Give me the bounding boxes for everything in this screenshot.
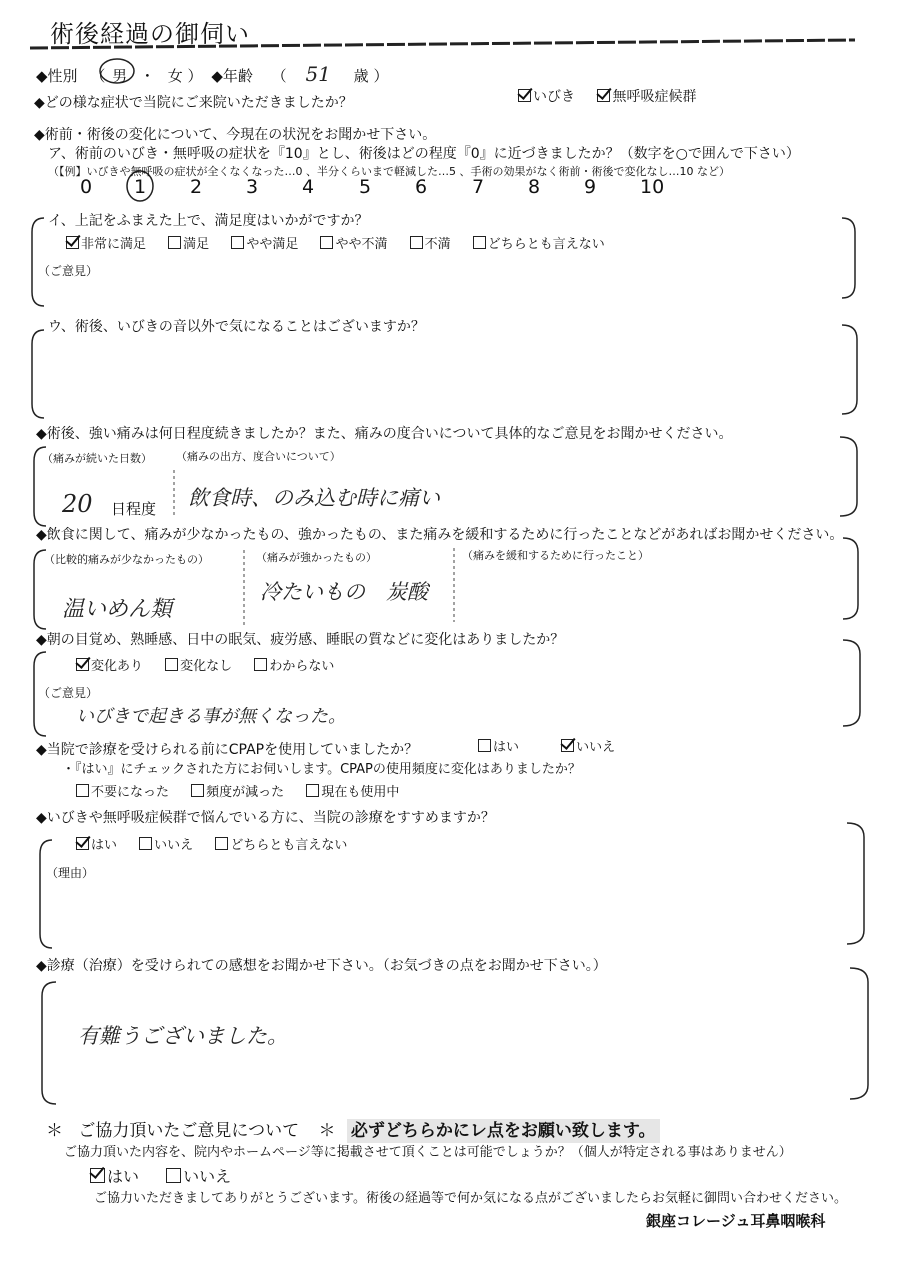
checkbox-icon[interactable] bbox=[168, 236, 181, 249]
checkbox-icon[interactable] bbox=[66, 236, 79, 249]
checkbox-icon[interactable] bbox=[76, 784, 89, 797]
q-other-concern-question: ウ、術後、いびきの音以外で気になることはございますか？ bbox=[48, 319, 425, 335]
satisfaction-option[interactable]: やや不満 bbox=[320, 237, 387, 252]
q-change-heading: ◆術前・術後の変化について、今現在の状況をお聞かせ下さい。 bbox=[34, 127, 437, 143]
checkbox-icon[interactable] bbox=[139, 837, 152, 850]
checkbox-icon[interactable] bbox=[597, 89, 610, 102]
recommend-option[interactable]: どちらとも言えない bbox=[215, 838, 347, 853]
asterisk-icon: ＊ bbox=[46, 1121, 63, 1141]
consent-required-note: 必ずどちらかにレ点をお願い致します。 bbox=[347, 1119, 660, 1143]
consent-option-yes[interactable]: はい bbox=[90, 1167, 139, 1186]
cpap-followup: ・『はい』にチェックされた方にお伺いします。CPAPの使用頻度に変化はありましたか？ bbox=[62, 762, 581, 777]
scale-option[interactable]: 1 bbox=[134, 176, 147, 198]
checkbox-icon[interactable] bbox=[231, 236, 244, 249]
cpap-follow-option[interactable]: 現在も使用中 bbox=[306, 785, 399, 800]
checkbox-icon[interactable] bbox=[76, 658, 89, 671]
food-strong-label: （痛みが強かったもの） bbox=[256, 551, 377, 564]
consent-option-no[interactable]: いいえ bbox=[166, 1167, 231, 1186]
q-satisfaction-question: イ、上記をふまえた上で、満足度はいかがですか？ bbox=[48, 213, 369, 229]
consent-heading: ご協力頂いたご意見について bbox=[78, 1121, 300, 1141]
q-change-sub: ア、術前のいびき・無呼吸の症状を『10』とし、術後はどの程度『0』に近づきましたか？（数字を○で囲んで下さい） bbox=[48, 146, 800, 162]
gender-close: ） bbox=[187, 67, 203, 85]
consent-heading-row bbox=[46, 1116, 660, 1141]
age-unit: 歳 bbox=[353, 67, 369, 85]
consent-question: ご協力頂いた内容を、院内やホームページ等に掲載させて頂くことは可能でしょうか？（個人が特定される事はありません） bbox=[64, 1145, 792, 1160]
q-recommend-question: ◆いびきや無呼吸症候群で悩んでいる方に、当院の診療をすすめますか？ bbox=[36, 810, 495, 826]
scale-option[interactable]: 6 bbox=[415, 176, 428, 198]
page-title: 術後経過の御伺い bbox=[50, 20, 250, 48]
checkbox-icon[interactable] bbox=[306, 784, 319, 797]
impression-answer[interactable]: 有難うございました。 bbox=[78, 1024, 288, 1048]
age-close: ） bbox=[373, 67, 389, 85]
scale-option[interactable]: 8 bbox=[528, 176, 541, 198]
checkbox-icon[interactable] bbox=[191, 784, 204, 797]
cpap-follow-options bbox=[76, 781, 417, 800]
checkbox-icon[interactable] bbox=[90, 1168, 105, 1183]
clinic-name: 銀座コレージュ耳鼻咽喉科 bbox=[646, 1212, 826, 1230]
satisfaction-option[interactable]: どちらとも言えない bbox=[473, 237, 605, 252]
scale-option[interactable]: 4 bbox=[302, 176, 315, 198]
q-recommend-options bbox=[76, 834, 365, 853]
age-value[interactable]: 51 bbox=[305, 62, 331, 86]
cpap-option-yes[interactable]: はい bbox=[478, 740, 519, 755]
pain-degree-label: （痛みの出方、度合いについて） bbox=[176, 450, 341, 463]
pain-days-value[interactable]: 20 bbox=[62, 490, 93, 518]
recommend-reason-label: （理由） bbox=[46, 866, 95, 880]
q-cpap-options bbox=[478, 736, 633, 755]
age-open: （ bbox=[271, 67, 287, 85]
q-food-question: ◆飲食に関して、痛みが少なかったもの、強かったもの、また痛みを緩和するために行ったことなどがあればお聞かせください。 bbox=[36, 527, 844, 543]
morning-comment[interactable]: いびきで起きる事が無くなった。 bbox=[76, 706, 346, 727]
recommend-option[interactable]: いいえ bbox=[139, 838, 193, 853]
checkbox-icon[interactable] bbox=[518, 89, 531, 102]
pain-days-unit: 日程度 bbox=[111, 500, 157, 518]
morning-option[interactable]: 変化なし bbox=[165, 659, 232, 674]
scale-option[interactable]: 5 bbox=[359, 176, 372, 198]
satisfaction-comment-label: （ご意見） bbox=[38, 264, 99, 278]
food-less-value[interactable]: 温いめん類 bbox=[62, 597, 173, 622]
checkbox-icon[interactable] bbox=[166, 1168, 181, 1183]
gender-option-female[interactable]: 女 bbox=[167, 67, 183, 85]
symptom-option-apnea[interactable]: 無呼吸症候群 bbox=[597, 89, 696, 105]
scale-option[interactable]: 2 bbox=[190, 176, 203, 198]
morning-option[interactable]: 変化あり bbox=[76, 659, 143, 674]
consent-options bbox=[90, 1164, 249, 1187]
morning-option[interactable]: わからない bbox=[254, 659, 334, 674]
change-scale bbox=[0, 176, 900, 202]
cpap-follow-option[interactable]: 頻度が減った bbox=[191, 785, 284, 800]
satisfaction-option[interactable]: 満足 bbox=[168, 237, 209, 252]
cpap-follow-option[interactable]: 不要になった bbox=[76, 785, 169, 800]
asterisk-icon: ＊ bbox=[318, 1121, 336, 1141]
recommend-option[interactable]: はい bbox=[76, 838, 117, 853]
q-symptom-question: ◆どの様な症状で当院にご来院いただきましたか？ bbox=[34, 95, 353, 111]
gender-age-row bbox=[36, 62, 388, 86]
satisfaction-option[interactable]: やや満足 bbox=[231, 237, 298, 252]
checkbox-icon[interactable] bbox=[254, 658, 267, 671]
q-pain-question: ◆術後、強い痛みは何日程度続きましたか？また、痛みの度合いについて具体的なご意見をお聞かせください。 bbox=[36, 426, 733, 442]
q-morning-question: ◆朝の目覚め、熟睡感、日中の眠気、疲労感、睡眠の質などに変化はありましたか？ bbox=[36, 632, 565, 648]
scale-option[interactable]: 7 bbox=[472, 176, 485, 198]
checkbox-icon[interactable] bbox=[76, 837, 89, 850]
scale-option[interactable]: 0 bbox=[80, 176, 93, 198]
gender-separator: ・ bbox=[139, 67, 155, 85]
checkbox-icon[interactable] bbox=[165, 658, 178, 671]
food-strong-value[interactable]: 冷たいもの 炭酸 bbox=[260, 580, 428, 604]
q-cpap-question: ◆当院で診療を受けられる前にCPAPを使用していましたか？ bbox=[36, 742, 419, 758]
cpap-option-no[interactable]: いいえ bbox=[561, 740, 615, 755]
satisfaction-option[interactable]: 非常に満足 bbox=[66, 237, 146, 252]
q-impression-question: ◆診療（治療）を受けられての感想をお聞かせ下さい。（お気づきの点をお聞かせ下さい。） bbox=[36, 958, 607, 974]
food-relief-label: （痛みを緩和するために行ったこと） bbox=[462, 549, 649, 562]
scale-option[interactable]: 10 bbox=[640, 176, 665, 198]
consent-thanks: ご協力いただきましてありがとうございます。術後の経過等で何か気になる点がございましたらお気軽に御問い合わせください。 bbox=[94, 1191, 847, 1206]
pain-days-label: （痛みが続いた日数） bbox=[42, 452, 152, 465]
gender-open: （ bbox=[90, 67, 106, 85]
gender-label: ◆性別 bbox=[36, 67, 78, 85]
checkbox-icon[interactable] bbox=[410, 236, 423, 249]
checkbox-icon[interactable] bbox=[215, 837, 228, 850]
satisfaction-option[interactable]: 不満 bbox=[410, 237, 451, 252]
checkbox-icon[interactable] bbox=[478, 739, 491, 752]
pain-degree-value[interactable]: 飲食時、のみ込む時に痛い bbox=[188, 486, 440, 510]
q-symptom-options bbox=[518, 86, 714, 106]
q-change-example: （【例】いびきや無呼吸の症状が全くなくなった…0 、半分くらいまで軽減した…5 、手術の効果がなく術前・術後で変化なし…10 など） bbox=[48, 165, 730, 178]
morning-comment-label: （ご意見） bbox=[38, 686, 99, 700]
age-label: ◆年齢 bbox=[211, 67, 253, 85]
q-satisfaction-options bbox=[66, 233, 623, 252]
scale-option[interactable]: 9 bbox=[584, 176, 597, 198]
gender-option-male[interactable]: 男 bbox=[112, 67, 128, 85]
q-morning-options bbox=[76, 655, 352, 674]
checkbox-icon[interactable] bbox=[473, 236, 486, 249]
checkbox-icon[interactable] bbox=[561, 739, 574, 752]
scale-option[interactable]: 3 bbox=[246, 176, 259, 198]
food-less-label: （比較的痛みが少なかったもの） bbox=[44, 553, 209, 566]
checkbox-icon[interactable] bbox=[320, 236, 333, 249]
symptom-option-snoring[interactable]: いびき bbox=[518, 89, 575, 105]
